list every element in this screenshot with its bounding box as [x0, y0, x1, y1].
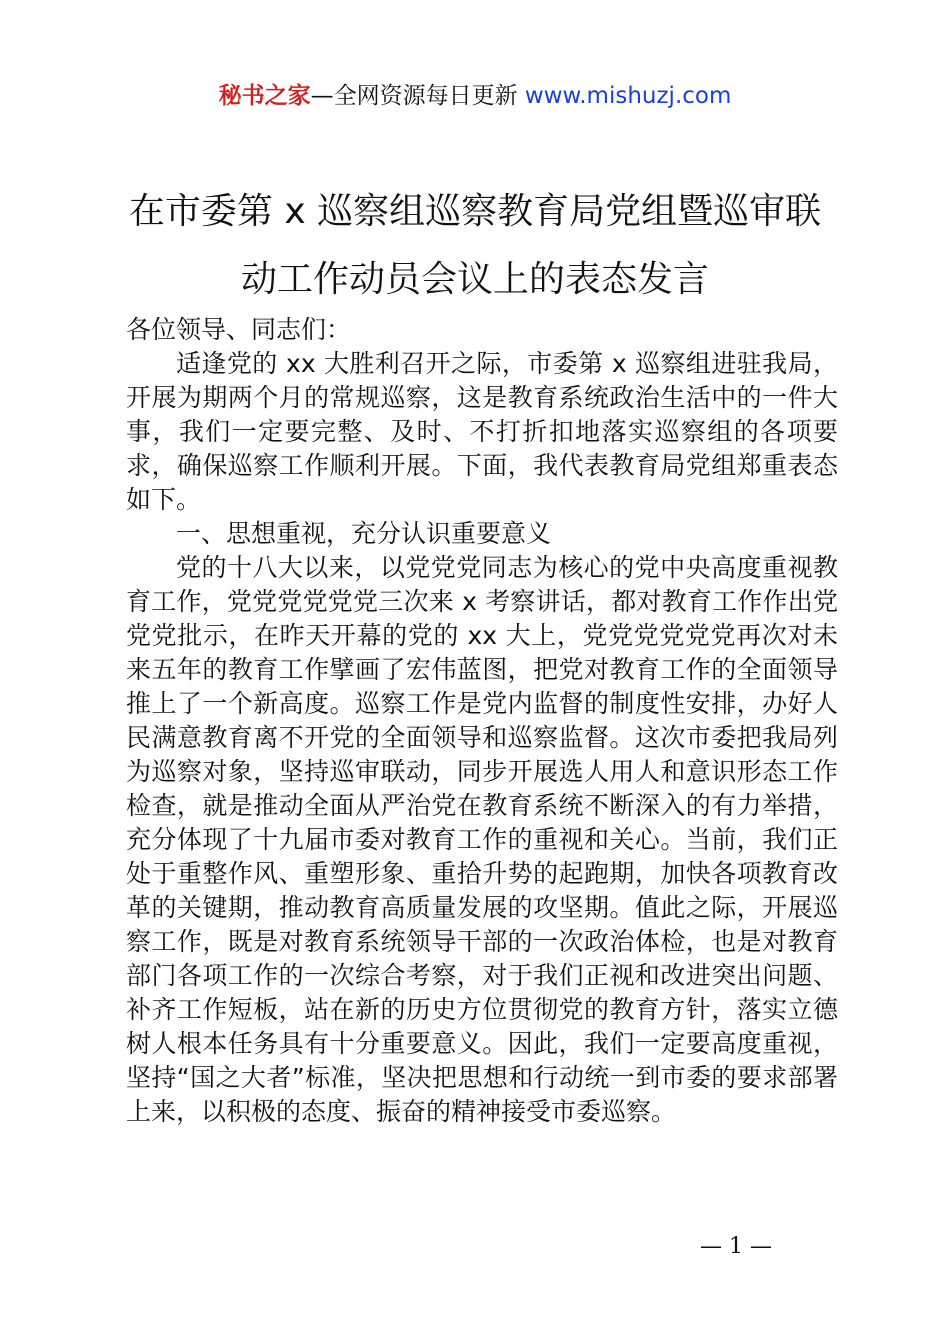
- document-body: [126, 313, 838, 1129]
- body-paragraph-intro: 适逢党的 xx 大胜利召开之际，市委第 x 巡察组进驻我局，开展为期两个月的常规巡察，这是教育系统政治生活中的一件大事，我们一定要完整、及时、不打折扣地落实巡察组的各项要求，确保巡察工作顺利开展。下面，我代表教育局党组郑重表态如下。: [126, 349, 838, 514]
- salutation: 各位领导、同志们：: [126, 315, 352, 344]
- site-banner: [0, 80, 950, 112]
- document-title-line-2: 动工作动员会议上的表态发言: [240, 259, 709, 300]
- site-url-link[interactable]: www.mishuzj.com: [524, 83, 732, 109]
- site-brand: 秘书之家: [218, 83, 311, 109]
- body-paragraph-section-1: 党的十八大以来，以党党党同志为核心的党中央高度重视教育工作，党党党党党党三次来 x 考察讲话，都对教育工作作出党党党批示，在昨天开幕的党的 xx 大上，党党党党党党再次对未来五年的教育工作擘画了宏伟蓝图，把党对教育工作的全面领导推上了一个新高度。巡察工作是党内监督的制度性安排，办好人民满意教育离不开党的全面领导和巡察监督。这次市委把我局列为巡察对象，坚持巡审联动，同步开展选人用人和意识形态工作检查，就是推动全面从严治党在教育系统不断深入的有力举措，充分体现了十九届市委对教育工作的重视和关心。当前，我们正处于重整作风、重塑形象、重拾升势的起跑期，加快各项教育改革的关键期，推动教育高质量发展的攻坚期。值此之际，开展巡察工作，既是对教育系统领导干部的一次政治体检，也是对教育部门各项工作的一次综合考察，对于我们正视和改进突出问题、补齐工作短板，站在新的历史方位贯彻党的教育方针，落实立德树人根本任务具有十分重要意义。因此，我们一定要高度重视，坚持“国之大者”标准，坚决把思想和行动统一到市委的要求部署上来，以积极的态度、振奋的精神接受市委巡察。: [126, 553, 838, 1126]
- site-tagline: —全网资源每日更新: [310, 83, 525, 109]
- document-title-line-1: 在市委第 x 巡察组巡察教育局党组暨巡审联: [128, 191, 822, 232]
- page-number: — 1 —: [700, 1234, 772, 1259]
- section-heading-1: 一、思想重视，充分认识重要意义: [176, 519, 552, 548]
